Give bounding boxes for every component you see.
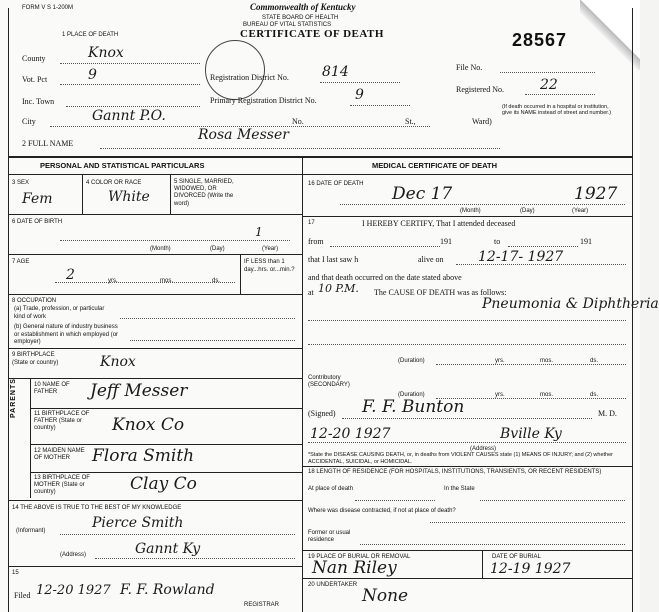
inc-town-label: Inc. Town xyxy=(22,97,55,106)
parents-label: PARENTS xyxy=(10,378,17,418)
sign-place-value: Bville Ky xyxy=(500,426,562,442)
death-month-label: (Month) xyxy=(460,208,481,214)
occupation-a: (a) Trade, profession, or particular kind of work xyxy=(14,306,105,320)
from-label: from xyxy=(308,237,324,246)
father-birthplace-value: Knox Co xyxy=(112,415,185,435)
commonwealth: Commonwealth of Kentucky xyxy=(250,2,356,12)
cause-value: Pneumonia & Diphtheria xyxy=(482,296,659,312)
filed-label: Filed xyxy=(14,591,31,600)
cause-label: The CAUSE OF DEATH was as follows: xyxy=(374,288,507,297)
ward-label: Ward) xyxy=(472,117,492,126)
medical-header: MEDICAL CERTIFICATE OF DEATH xyxy=(372,161,497,170)
signed-value: F. F. Bunton xyxy=(362,397,465,417)
vot-pct-label: Vot. Pct xyxy=(22,75,48,84)
signed-label: (Signed) xyxy=(308,409,336,418)
date-of-death-label: 16 DATE OF DEATH xyxy=(308,181,364,187)
informant-statement: 14 THE ABOVE IS TRUE TO THE BEST OF MY KNOWLEDGE xyxy=(12,505,182,511)
bureau: BUREAU OF VITAL STATISTICS xyxy=(243,22,332,28)
mother-birthplace-value: Clay Co xyxy=(130,474,197,494)
burial-place-value: Nan Riley xyxy=(312,558,397,578)
undertaker-value: None xyxy=(362,586,409,606)
dob-day-label: (Day) xyxy=(210,246,225,252)
contributory-yrs-label: yrs. xyxy=(495,392,505,398)
sex-value: Fem xyxy=(22,191,53,207)
folded-corner xyxy=(580,0,640,70)
to-label: to xyxy=(494,237,501,246)
registration-district-value: 814 xyxy=(322,64,349,80)
year-of-death-value: 1927 xyxy=(574,184,618,204)
primary-registration-value: 9 xyxy=(355,87,364,103)
physician-address-label: (Address) xyxy=(470,446,497,452)
last-saw-label: that I last saw h xyxy=(308,255,359,264)
death-day-label: (Day) xyxy=(520,208,535,214)
color-value: White xyxy=(108,189,150,205)
county-label: County xyxy=(22,54,46,63)
father-birthplace-label: 11 BIRTHPLACE OF FATHER (State or country) xyxy=(34,411,90,431)
form-code: FORM V S 1-200M xyxy=(22,5,74,11)
death-occurred-label: and that death occurred on the date stated above xyxy=(308,273,462,282)
dob-partial: 1 xyxy=(255,225,263,239)
section-17-label: 17 xyxy=(308,220,315,226)
age-label: 7 AGE xyxy=(12,259,30,265)
color-label: 4 COLOR OR RACE xyxy=(86,180,142,186)
section-15-label: 15 xyxy=(12,570,19,576)
full-name-value: Rosa Messer xyxy=(198,127,289,143)
hospital-note: (If death occurred in a hospital or institution, give its NAME instead of street and number.) xyxy=(502,104,612,117)
duration-yrs-label: yrs. xyxy=(495,358,505,364)
registrar-value: F. F. Rowland xyxy=(120,582,215,598)
city-label: City xyxy=(22,117,36,126)
dob-label: 6 DATE OF BIRTH xyxy=(12,219,63,225)
informant-value: Pierce Smith xyxy=(92,515,184,531)
at-place-label: At place of death xyxy=(308,486,354,492)
full-name-label: 2 FULL NAME xyxy=(22,139,74,148)
contributory-mos-label: mos. xyxy=(540,392,554,398)
address-value: Gannt Ky xyxy=(135,541,201,557)
father-name-value: Jeff Messer xyxy=(90,381,188,401)
death-year-label: (Year) xyxy=(572,208,589,214)
cause-note: *State the DISEASE CAUSING DEATH, or, in deaths from VIOLENT CAUSES state (1) MEANS OF INJURY; and (2) whether ACCIDENTAL, SUICIDAL, or HOMICIDAL. xyxy=(308,452,613,465)
from-year-label: 191 xyxy=(440,237,452,246)
duration-mos-label: mos. xyxy=(540,358,554,364)
seal-stamp xyxy=(205,40,265,100)
mother-name-value: Flora Smith xyxy=(92,446,195,466)
board: STATE BOARD OF HEALTH xyxy=(262,15,339,21)
vot-pct-value: 9 xyxy=(88,67,97,83)
residence-label: 18 LENGTH OF RESIDENCE (FOR HOSPITALS, INSTITUTIONS, TRANSIENTS, OR RECENT RESIDENTS) xyxy=(308,469,602,475)
county-value: Knox xyxy=(88,45,124,61)
age-value: 2 xyxy=(66,267,75,283)
personal-header: PERSONAL AND STATISTICAL PARTICULARS xyxy=(40,161,205,170)
former-residence-label: Former or usual residence xyxy=(308,530,351,544)
sex-label: 3 SEX xyxy=(12,180,30,186)
age-mos-label: mos. xyxy=(160,278,174,284)
duration-label: (Duration) xyxy=(398,358,425,364)
primary-registration-label: Primary Registration District No. xyxy=(210,96,317,105)
alive-on-label: alive on xyxy=(418,255,444,264)
address-label: (Address) xyxy=(60,552,87,558)
if-less-label: IF LESS than 1 day...hrs. or...min.? xyxy=(244,259,295,273)
burial-date-label: DATE OF BURIAL xyxy=(492,554,541,560)
registrar-label: REGISTRAR xyxy=(244,602,280,608)
undertaker-label: 20 UNDERTAKER xyxy=(308,582,358,588)
in-state-label: In the State xyxy=(444,486,475,492)
occupation-b: (b) General nature of industry business or establishment in which employed (or employer) xyxy=(14,324,119,345)
place-of-death-label: 1 PLACE OF DEATH xyxy=(62,32,119,38)
street-label: St., xyxy=(405,117,416,126)
father-name-label: 10 NAME OF FATHER xyxy=(34,382,70,396)
number-label: No. xyxy=(292,117,304,126)
contributory-label: Contributory (SECONDARY) xyxy=(308,375,350,389)
birthplace-value: Knox xyxy=(100,354,136,370)
file-no-label: File No. xyxy=(456,63,483,72)
burial-date-value: 12-19 1927 xyxy=(490,561,571,577)
contributory-duration-label: (Duration) xyxy=(398,392,425,398)
registered-no-value: 22 xyxy=(540,77,558,93)
birthplace-label: 9 BIRTHPLACE (State or country) xyxy=(12,352,59,366)
marital-label: 5 SINGLE, MARRIED, WIDOWED, OR DIVORCED (Write the word) xyxy=(174,179,234,207)
at-label: at xyxy=(308,288,314,297)
filed-value: 12-20 1927 xyxy=(36,583,111,598)
alive-on-value: 12-17- 1927 xyxy=(478,249,564,265)
where-contracted-label: Where was disease contracted, if not at place of death? xyxy=(308,508,456,514)
duration-ds-label: ds. xyxy=(590,358,599,364)
certificate-title: CERTIFICATE OF DEATH xyxy=(240,28,384,40)
sign-date-value: 12-20 1927 xyxy=(310,426,391,442)
to-year-label: 191 xyxy=(580,237,592,246)
burial-place-label: 19 PLACE OF BURIAL OR REMOVAL xyxy=(308,554,411,560)
registered-no-label: Registered No. xyxy=(456,85,504,94)
time-value: 10 P.M. xyxy=(318,282,359,295)
date-of-death-value: Dec 17 xyxy=(392,184,453,204)
city-value: Gannt P.O. xyxy=(92,108,166,124)
age-ds-label: ds. xyxy=(212,278,221,284)
file-number: 28567 xyxy=(512,30,568,50)
registration-district-label: Registration District No. xyxy=(210,73,289,82)
md-label: M. D. xyxy=(598,409,617,418)
contributory-ds-label: ds. xyxy=(590,392,599,398)
mother-name-label: 12 MAIDEN NAME OF MOTHER xyxy=(34,448,85,462)
dob-year-label: (Year) xyxy=(262,246,279,252)
mother-birthplace-label: 13 BIRTHPLACE OF MOTHER (State or country) xyxy=(34,475,90,495)
informant-tag: (Informant) xyxy=(16,528,46,534)
certify-statement: I HEREBY CERTIFY, That I attended deceased xyxy=(362,219,516,228)
occupation-label: 8 OCCUPATION xyxy=(12,298,57,304)
age-yrs-label: yrs. xyxy=(108,278,118,284)
dob-month-label: (Month) xyxy=(150,246,171,252)
